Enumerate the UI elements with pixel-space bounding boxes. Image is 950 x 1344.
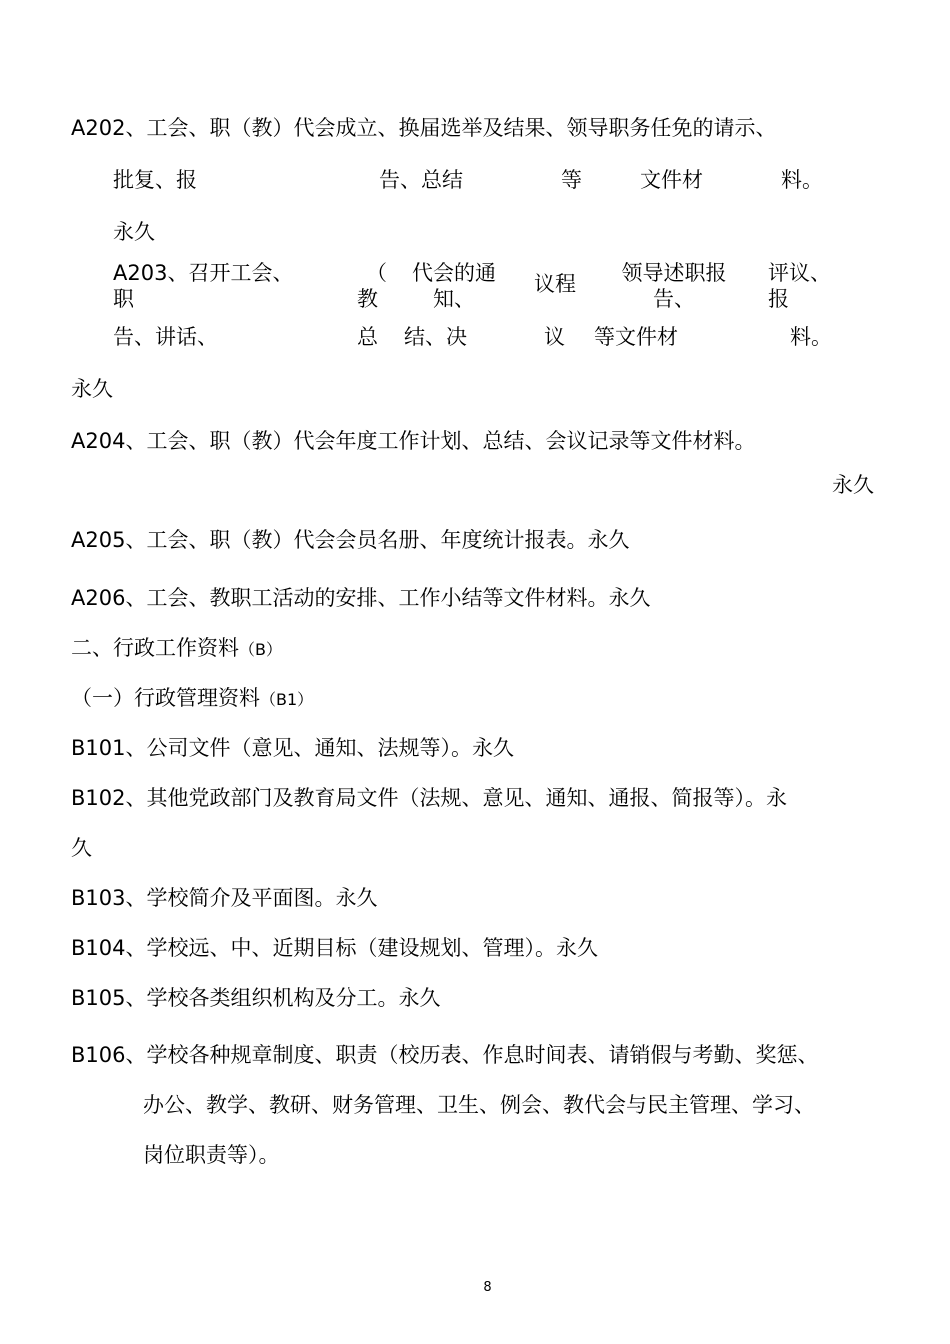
a202-line-2-part-4: 文件材 xyxy=(640,168,703,192)
a203-cell-1b: 职 xyxy=(113,287,134,311)
a204-line-1: A204、工会、职（教）代会年度工作计划、总结、会议记录等文件材料。 xyxy=(71,429,756,453)
a203-cell-2b: 教 xyxy=(357,287,378,311)
page-number: 8 xyxy=(483,1280,492,1295)
a202-line-2-part-5: 料。 xyxy=(781,168,823,192)
b103-line: B103、学校简介及平面图。永久 xyxy=(71,886,378,910)
a203-row2-part-2: 总 xyxy=(357,325,378,349)
a203-row2-part-3: 结、决 xyxy=(404,325,467,349)
b106-line-1: B106、学校各种规章制度、职责（校历表、作息时间表、请销假与考勤、奖惩、 xyxy=(71,1043,819,1067)
a203-retention: 永久 xyxy=(71,377,113,401)
a203-row2-part-1: 告、讲话、 xyxy=(113,325,218,349)
section-2-1-code: （B1） xyxy=(260,690,314,709)
a203-cell-3a: 代会的通 xyxy=(412,261,496,285)
b104-line: B104、学校远、中、近期目标（建设规划、管理）。永久 xyxy=(71,936,598,960)
a203-cell-2a: （ xyxy=(366,261,387,285)
a202-line-2-part-1: 批复、报 xyxy=(113,168,197,192)
a203-cell-5b: 告、 xyxy=(653,287,695,311)
a203-row2-part-6: 料。 xyxy=(790,325,832,349)
a203-cell-6a: 评议、 xyxy=(768,261,831,285)
a203-row2-part-4: 议 xyxy=(544,325,565,349)
section-2-title: 二、行政工作资料 xyxy=(71,636,239,660)
section-2-heading xyxy=(71,635,282,663)
a203-row2-part-5: 等文件材 xyxy=(594,325,678,349)
a202-retention: 永久 xyxy=(113,220,155,244)
a202-line-2-part-2: 告、总结 xyxy=(379,168,463,192)
a202-line-2-part-3: 等 xyxy=(561,168,582,192)
b102-line-2: 久 xyxy=(71,836,92,860)
a203-cell-5a: 领导述职报 xyxy=(621,261,727,285)
a202-line-1: A202、工会、职（教）代会成立、换届选举及结果、领导职务任免的请示、 xyxy=(71,116,777,140)
b106-line-3: 岗位职责等）。 xyxy=(143,1143,280,1167)
b105-line: B105、学校各类组织机构及分工。永久 xyxy=(71,986,441,1010)
b101-line: B101、公司文件（意见、通知、法规等）。永久 xyxy=(71,736,514,760)
a203-cell-4: 议程 xyxy=(534,272,576,296)
a203-cell-1a: A203、召开工会、 xyxy=(113,261,294,285)
b102-line-1: B102、其他党政部门及教育局文件（法规、意见、通知、通报、简报等）。永 xyxy=(71,786,787,810)
section-2-1-heading xyxy=(71,685,313,713)
a203-cell-3b: 知、 xyxy=(433,287,475,311)
a204-retention: 永久 xyxy=(832,473,874,497)
a203-cell-6b: 报 xyxy=(768,287,789,311)
b106-line-2: 办公、教学、教研、财务管理、卫生、例会、教代会与民主管理、学习、 xyxy=(143,1093,815,1117)
a205-line: A205、工会、职（教）代会会员名册、年度统计报表。永久 xyxy=(71,528,630,552)
section-2-code: （B） xyxy=(239,640,282,659)
a206-line: A206、工会、教职工活动的安排、工作小结等文件材料。永久 xyxy=(71,586,651,610)
section-2-1-title: （一）行政管理资料 xyxy=(71,686,260,710)
